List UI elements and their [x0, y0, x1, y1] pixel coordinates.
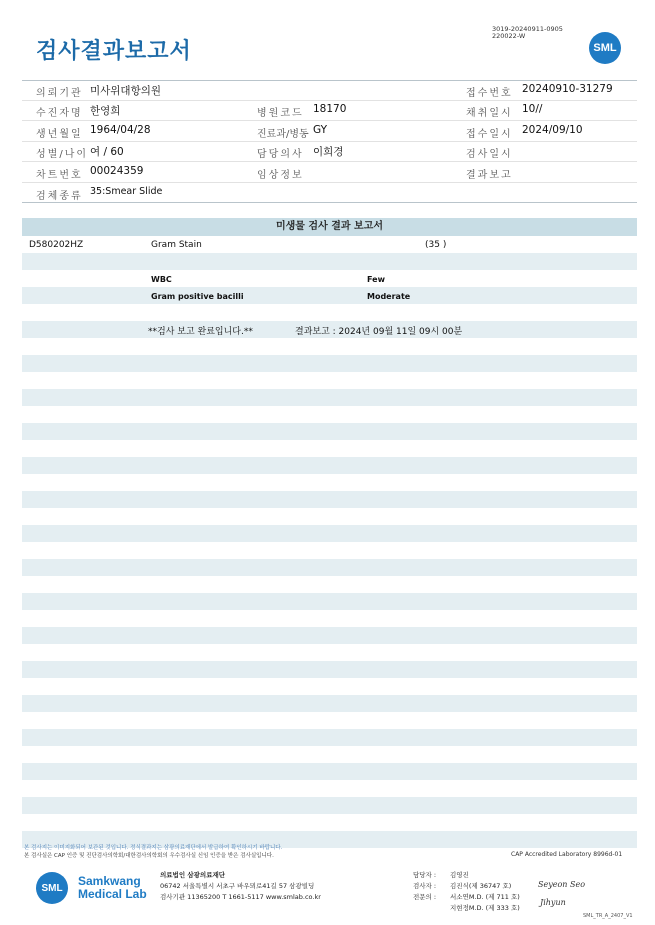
- tester-value: 김진식(제 36747 호): [450, 882, 512, 890]
- hospital-code-label: 병원코드: [257, 108, 304, 119]
- org-name: 의료법인 삼광의료재단: [160, 871, 226, 879]
- document-id: 3019-20240911-0905 220022-W: [492, 25, 563, 40]
- chart-no-value: 00024359: [90, 165, 144, 177]
- row-stripe: [22, 763, 637, 780]
- row-stripe: [22, 627, 637, 644]
- test-count: (35 ): [425, 240, 447, 250]
- doctor-label: 담당의사: [257, 149, 304, 160]
- report-complete-message: **검사 보고 완료입니다.**: [148, 327, 253, 337]
- divider: [22, 100, 637, 101]
- hospital-code-value: 18170: [313, 103, 347, 115]
- signature: Seyeon Seo: [538, 880, 586, 889]
- notice-accreditation: 본 검사실은 CAP 인증 및 진단검사의학회/대한검사의학회의 우수검사실 신임 인증을 받은 검사실입니다.: [24, 853, 274, 859]
- cap-accreditation: CAP Accredited Laboratory 8996d-01: [511, 851, 623, 858]
- divider: [22, 182, 637, 183]
- form-code: SML_TR_A_2407_V1: [583, 913, 633, 919]
- patient-label: 수진자명: [36, 108, 83, 119]
- test-name: Gram Stain: [151, 240, 202, 250]
- divider: [22, 161, 637, 162]
- staff-label: 담당자 :: [413, 871, 437, 879]
- row-stripe: [22, 695, 637, 712]
- report-timestamp: 결과보고 : 2024년 09월 11일 09시 00분: [295, 327, 463, 337]
- org-contact: 검사기관 11365200 T 1661-5117 www.smlab.co.kr: [160, 893, 321, 901]
- receipt-date-label: 접수일시: [466, 129, 513, 140]
- sex-age-value: 여 / 60: [90, 146, 124, 158]
- brand-name: Samkwang Medical Lab: [78, 874, 147, 901]
- page-title: 검사결과보고서: [36, 39, 192, 64]
- row-stripe: [22, 729, 637, 746]
- result-value: Moderate: [367, 292, 411, 301]
- row-stripe: [22, 797, 637, 814]
- result-item: Gram positive bacilli: [151, 292, 244, 301]
- row-stripe: [22, 525, 637, 542]
- row-stripe: [22, 355, 637, 372]
- dept-label: 진료과/병동: [257, 129, 309, 140]
- report-date-label: 결과보고: [466, 170, 513, 181]
- sml-logo: SML: [589, 32, 621, 64]
- institution-label: 의뢰기관: [36, 88, 83, 99]
- specialist-label: 전문의 :: [413, 893, 437, 901]
- collect-date-label: 채취일시: [466, 108, 513, 119]
- receipt-no-value: 20240910-31279: [522, 83, 613, 95]
- divider: [22, 80, 637, 81]
- row-stripe: [22, 423, 637, 440]
- dob-value: 1964/04/28: [90, 124, 151, 136]
- specialist-value: 지현정M.D. (제 333 호): [450, 904, 520, 912]
- report-section-title: 미생물 검사 결과 보고서: [22, 218, 637, 236]
- row-stripe: [22, 457, 637, 474]
- divider: [22, 202, 637, 203]
- row-stripe: [22, 593, 637, 610]
- staff-value: 김영진: [450, 871, 469, 879]
- row-stripe: [22, 661, 637, 678]
- row-stripe: [22, 389, 637, 406]
- institution-value: 미사위대항의원: [90, 85, 162, 97]
- row-stripe: [22, 253, 637, 270]
- receipt-no-label: 접수번호: [466, 88, 513, 99]
- divider: [22, 141, 637, 142]
- row-stripe: [22, 491, 637, 508]
- chart-no-label: 차트번호: [36, 170, 83, 181]
- dob-label: 생년월일: [36, 129, 83, 140]
- divider: [22, 120, 637, 121]
- specimen-value: 35:Smear Slide: [90, 186, 163, 197]
- patient-value: 한영희: [90, 105, 121, 117]
- test-code: D580202HZ: [29, 240, 84, 250]
- specimen-label: 검체종류: [36, 191, 83, 202]
- specialist-value: 서소연M.D. (제 711 호): [450, 893, 520, 901]
- clinical-info-label: 임상정보: [257, 170, 304, 181]
- notice-image-copy: 본 검사지는 이미지화되어 보관된 것입니다. 정식결과지는 삼광의료재단에서 발급하여 확인하시기 바랍니다.: [24, 845, 283, 851]
- org-address: 06742 서울특별시 서초구 바우뫼로41길 57 삼광빌딩: [160, 882, 315, 890]
- signature: Jihyun: [540, 898, 566, 907]
- sex-age-label: 성별/나이: [36, 149, 89, 160]
- test-date-label: 검사일시: [466, 149, 513, 160]
- row-stripe: [22, 559, 637, 576]
- receipt-date-value: 2024/09/10: [522, 124, 583, 136]
- doctor-value: 이희경: [313, 146, 344, 158]
- collect-date-value: 10//: [522, 103, 543, 115]
- sml-footer-logo: SML: [36, 872, 68, 904]
- tester-label: 검사자 :: [413, 882, 437, 890]
- result-value: Few: [367, 275, 385, 284]
- result-item: WBC: [151, 275, 172, 284]
- dept-value: GY: [313, 124, 328, 136]
- row-stripe: [22, 287, 637, 304]
